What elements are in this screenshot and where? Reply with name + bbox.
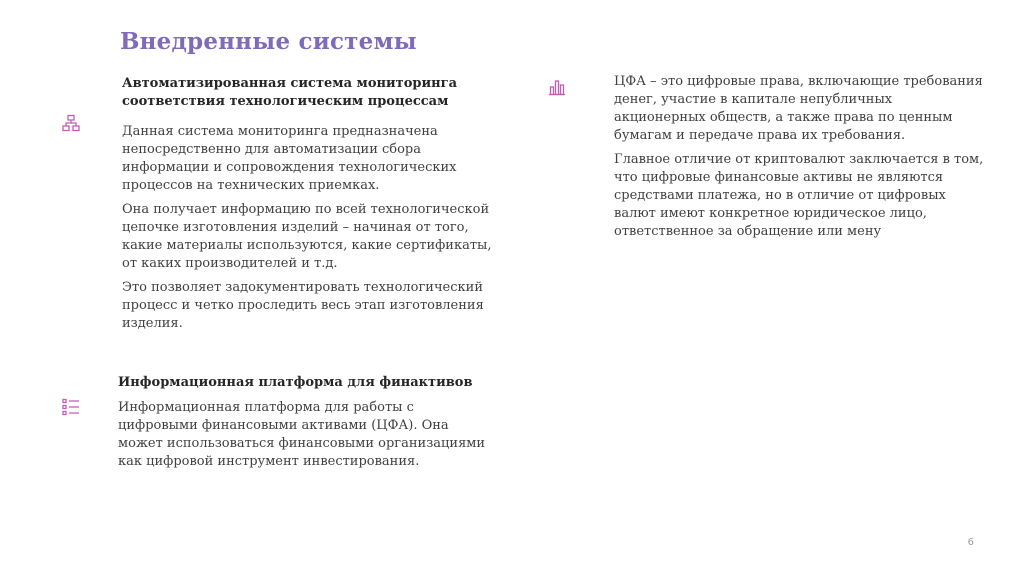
finassets-paragraph: Информационная платформа для работы с цифровыми финансовыми активами (ЦФА). Она может использоваться финансовыми организациями как цифровой инструмент инвестирования. bbox=[118, 400, 486, 469]
finassets-platform-block bbox=[118, 374, 518, 477]
cfa-definition-block bbox=[614, 73, 1014, 247]
monitoring-paragraph-3: Это позволяет задокументировать технологический процесс и четко проследить весь этап изготовления изделия. bbox=[122, 280, 484, 331]
cfa-paragraph-1: ЦФА – это цифровые права, включающие требования денег, участие в капитале непубличных акционерных обществ, а также права по ценным бумагам и передаче права их требования. bbox=[614, 74, 983, 143]
slide-title: Внедренные системы bbox=[120, 28, 417, 55]
monitoring-paragraph-1: Данная система мониторинга предназначена непосредственно для автоматизации сбора информации и сопровождения технологических процессов на технических приемках. bbox=[122, 124, 457, 193]
monitoring-system-heading: Автоматизированная система мониторинга соответствия технологическим процессам bbox=[122, 76, 458, 109]
monitoring-paragraph-2: Она получает информацию по всей технологической цепочке изготовления изделий – начиная от того, какие материалы используются, какие сертификаты, от каких производителей и т.д. bbox=[122, 202, 492, 271]
finassets-platform-heading: Информационная платформа для финактивов bbox=[118, 375, 473, 390]
bar-chart-icon bbox=[548, 78, 566, 96]
hierarchy-icon bbox=[62, 114, 80, 132]
page-number: 6 bbox=[967, 537, 974, 548]
cfa-paragraph-2: Главное отличие от криптовалют заключается в том, что цифровые финансовые активы не являются средствами платежа, но в отличие от цифровых валют имеют конкретное юридическое лицо, ответственное за обращение или мену bbox=[614, 152, 984, 239]
monitoring-system-block bbox=[122, 75, 522, 339]
checklist-icon bbox=[62, 398, 80, 416]
